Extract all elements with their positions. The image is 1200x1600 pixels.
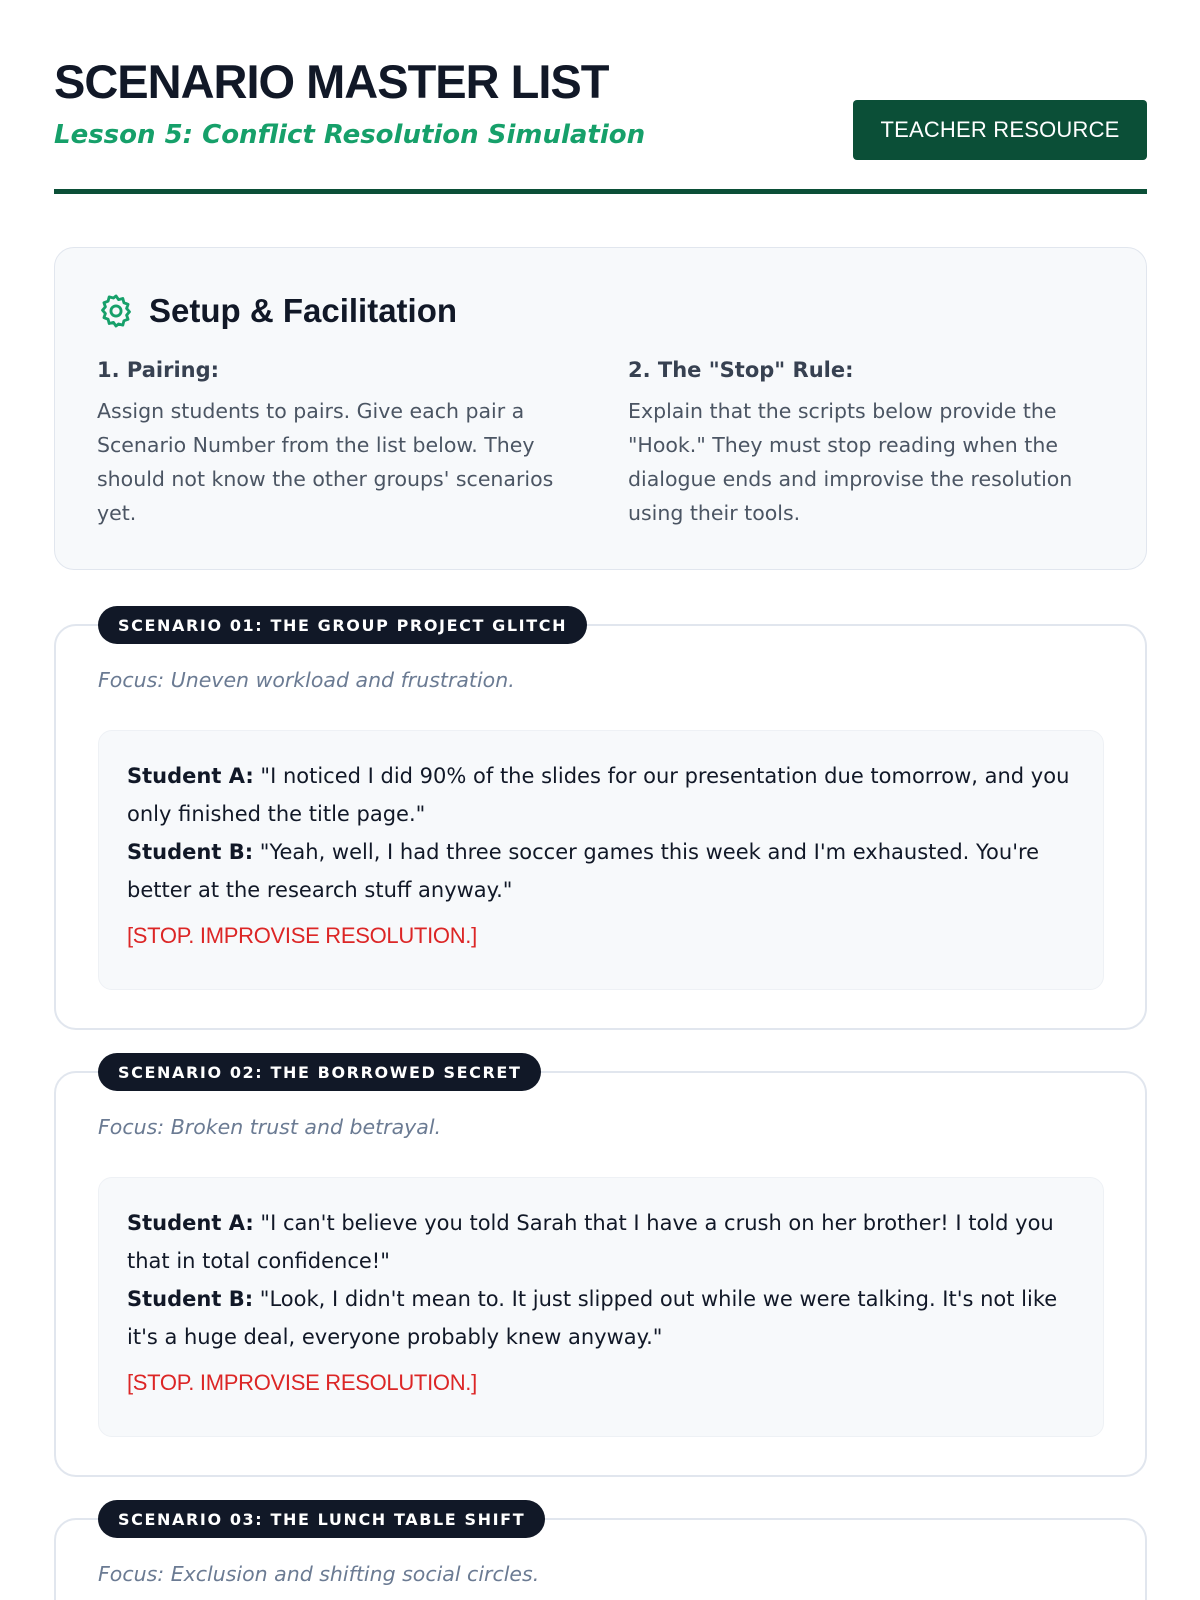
scenario-tag: SCENARIO 03: THE LUNCH TABLE SHIFT <box>98 1500 545 1538</box>
setup-column-text: Assign students to pairs. Give each pair a Scenario Number from the list below. They should not know the other groups' scenarios yet. <box>97 399 554 525</box>
stop-instruction: [STOP. IMPROVISE RESOLUTION.] <box>127 923 477 948</box>
stop-instruction: [STOP. IMPROVISE RESOLUTION.] <box>127 1370 477 1395</box>
scenario-focus: Focus: Broken trust and betrayal. <box>98 1115 442 1139</box>
setup-column-heading: 1. Pairing: <box>97 358 220 382</box>
setup-facilitation-box <box>54 247 1147 570</box>
scenario-tag: SCENARIO 02: THE BORROWED SECRET <box>98 1053 541 1091</box>
setup-column-heading: 2. The "Stop" Rule: <box>628 358 854 382</box>
setup-column-pairing <box>97 358 567 530</box>
dialogue-box <box>98 1177 1104 1437</box>
dialogue-text: "Look, I didn't mean to. It just slipped out while we were talking. It's not like it's a huge deal, everyone probably knew anyway." <box>127 1287 1058 1349</box>
setup-heading <box>97 292 457 330</box>
setup-column-stop-rule <box>628 358 1098 530</box>
scenario-tag: SCENARIO 01: THE GROUP PROJECT GLITCH <box>98 606 587 644</box>
speaker-label: Student A: <box>127 1211 254 1235</box>
dialogue-line <box>127 757 1075 833</box>
page <box>54 0 1147 1600</box>
scenario-focus: Focus: Exclusion and shifting social circles. <box>98 1562 540 1586</box>
dialogue-box <box>98 730 1104 990</box>
dialogue-line <box>127 1280 1075 1356</box>
speaker-label: Student A: <box>127 764 254 788</box>
scenario-card <box>54 1062 1147 1477</box>
scenario-focus: Focus: Uneven workload and frustration. <box>98 668 515 692</box>
dialogue-text: "I noticed I did 90% of the slides for our presentation due tomorrow, and you only finished the title page." <box>127 764 1070 826</box>
dialogue-text: "Yeah, well, I had three soccer games this week and I'm exhausted. You're better at the research stuff anyway." <box>127 840 1040 902</box>
speaker-label: Student B: <box>127 1287 254 1311</box>
teacher-resource-badge: TEACHER RESOURCE <box>853 100 1147 160</box>
dialogue-line <box>127 833 1075 909</box>
scenario-card <box>54 1509 1147 1600</box>
page-title: SCENARIO MASTER LIST <box>54 55 609 108</box>
dialogue-text: "I can't believe you told Sarah that I have a crush on her brother! I told you that in total confidence!" <box>127 1211 1054 1273</box>
speaker-label: Student B: <box>127 840 254 864</box>
setup-column-text: Explain that the scripts below provide the "Hook." They must stop reading when the dialogue ends and improvise the resolution using their tools. <box>628 399 1073 525</box>
setup-title: Setup & Facilitation <box>149 292 458 329</box>
gear-icon <box>97 292 135 330</box>
page-subtitle: Lesson 5: Conflict Resolution Simulation <box>54 120 646 150</box>
scenario-card <box>54 615 1147 1030</box>
page-header <box>54 0 1147 194</box>
dialogue-line <box>127 1204 1075 1280</box>
